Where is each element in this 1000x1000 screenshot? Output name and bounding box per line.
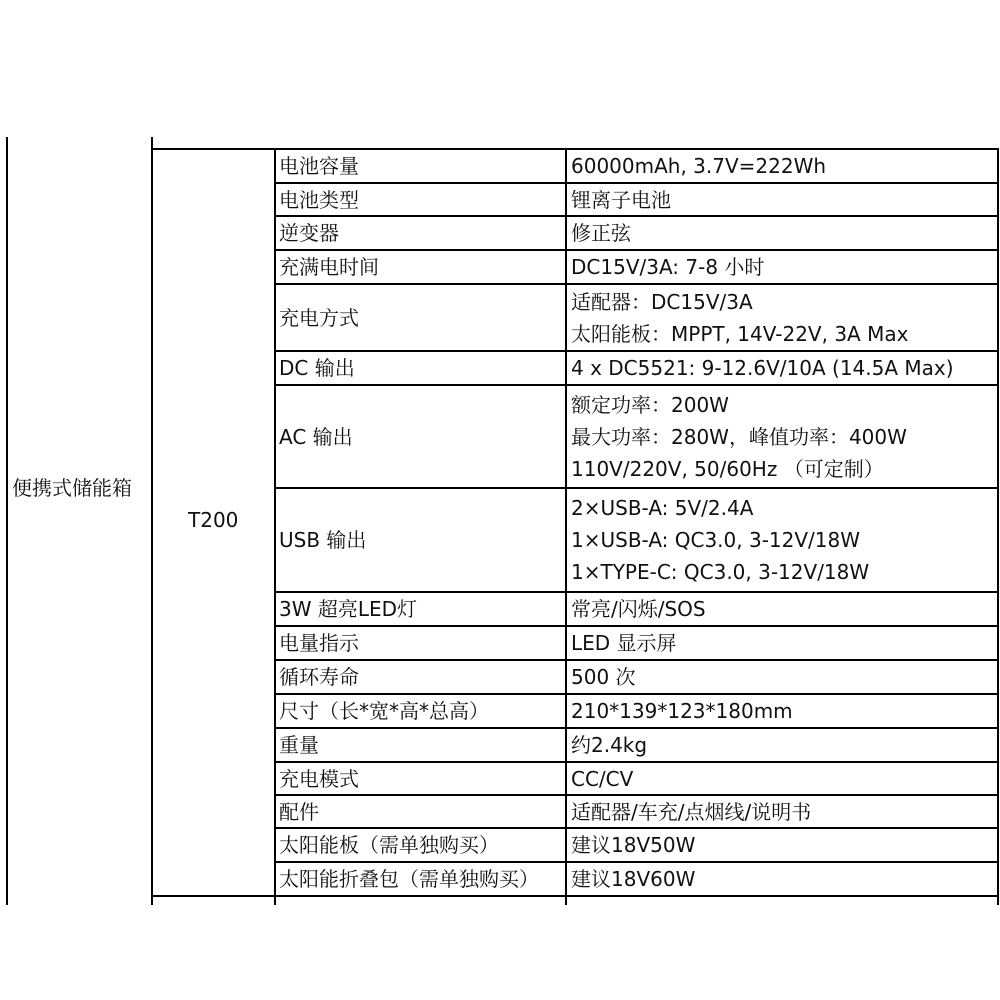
row-divider bbox=[274, 487, 999, 489]
spec-value: 4 x DC5521: 9-12.6V/10A (14.5A Max) bbox=[571, 356, 954, 380]
spec-label: DC 输出 bbox=[279, 356, 355, 380]
spec-label: 充电模式 bbox=[279, 767, 359, 791]
spec-value: 约2.4kg bbox=[571, 733, 648, 757]
spec-value: 适配器：DC15V/3A 太阳能板：MPPT, 14V-22V, 3A Max bbox=[571, 290, 909, 346]
spec-label: 3W 超亮LED灯 bbox=[279, 597, 418, 621]
spec-label: 逆变器 bbox=[279, 221, 339, 245]
row-divider bbox=[274, 761, 999, 763]
spec-value: 210*139*123*180mm bbox=[571, 699, 793, 723]
spec-label: 充电方式 bbox=[279, 306, 359, 330]
row-divider bbox=[274, 384, 999, 386]
spec-value: 锂离子电池 bbox=[571, 188, 671, 212]
spec-label: USB 输出 bbox=[279, 528, 367, 552]
spec-label: 太阳能板（需单独购买） bbox=[279, 833, 499, 857]
column-divider-2 bbox=[274, 148, 276, 905]
spec-label: 太阳能折叠包（需单独购买） bbox=[279, 867, 539, 891]
spec-value: 500 次 bbox=[571, 665, 636, 689]
column-divider-3 bbox=[565, 148, 567, 905]
spec-label: 电池容量 bbox=[279, 154, 359, 178]
table-border-right bbox=[997, 148, 999, 905]
table-border-left bbox=[6, 137, 8, 905]
row-divider bbox=[274, 283, 999, 285]
spec-label: 重量 bbox=[279, 733, 319, 757]
spec-value: 建议18V60W bbox=[571, 867, 696, 891]
spec-value: 60000mAh, 3.7V=222Wh bbox=[571, 154, 827, 178]
spec-label: 配件 bbox=[279, 800, 319, 824]
spec-value: 修正弦 bbox=[571, 221, 631, 245]
spec-label: AC 输出 bbox=[279, 425, 353, 449]
category-cell: 便携式储能箱 bbox=[12, 476, 132, 500]
spec-label: 尺寸（长*宽*高*总高） bbox=[279, 699, 489, 723]
spec-value: DC15V/3A: 7-8 小时 bbox=[571, 255, 765, 279]
column-divider-1 bbox=[151, 137, 153, 905]
table-border-bottom bbox=[151, 895, 999, 897]
spec-label: 电池类型 bbox=[279, 188, 359, 212]
spec-value: 额定功率：200W 最大功率：280W，峰值功率：400W 110V/220V, 50/60Hz （可定制） bbox=[571, 393, 907, 481]
model-cell: T200 bbox=[188, 508, 239, 532]
spec-value: CC/CV bbox=[571, 767, 634, 791]
spec-label: 循环寿命 bbox=[279, 665, 359, 689]
row-divider bbox=[274, 659, 999, 661]
spec-value: 适配器/车充/点烟线/说明书 bbox=[571, 800, 812, 824]
spec-value: 2×USB-A: 5V/2.4A 1×USB-A: QC3.0, 3-12V/18W 1×TYPE-C: QC3.0, 3-12V/18W bbox=[571, 496, 870, 584]
spec-label: 电量指示 bbox=[279, 631, 359, 655]
spec-label: 充满电时间 bbox=[279, 255, 379, 279]
spec-value: LED 显示屏 bbox=[571, 631, 677, 655]
spec-value: 常亮/闪烁/SOS bbox=[571, 597, 706, 621]
spec-value: 建议18V50W bbox=[571, 833, 696, 857]
